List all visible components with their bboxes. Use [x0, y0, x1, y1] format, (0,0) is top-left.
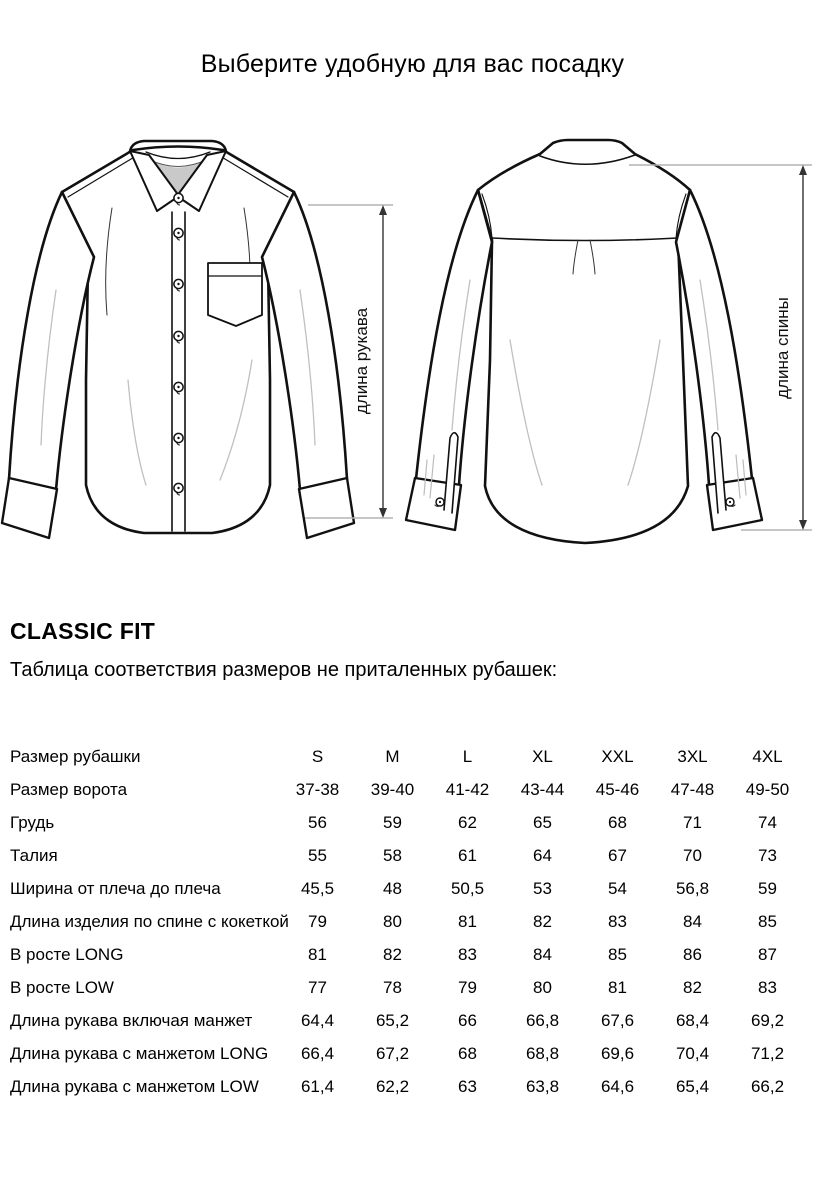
cell-value: 82 [383, 944, 402, 964]
row-label: Талия [10, 845, 58, 865]
shirt-back-illustration [406, 140, 762, 543]
row-label: Длина рукава с манжетом LOW [10, 1076, 259, 1096]
sleeve-length-label: длина рукава [352, 307, 371, 415]
cell-value: XL [532, 746, 553, 766]
back-length-label: длина спины [773, 297, 792, 399]
shirt-front-illustration [2, 141, 354, 538]
size-table [10, 740, 810, 1103]
cell-value: 71 [683, 812, 702, 832]
arrow-up-icon [379, 205, 387, 215]
cell-value: 58 [383, 845, 402, 865]
front-cuff-right [299, 478, 354, 538]
cell-value: 39-40 [370, 779, 415, 799]
cell-value: 70,4 [675, 1043, 710, 1063]
row-label: Длина рукава с манжетом LONG [10, 1043, 269, 1063]
cell-value: 49-50 [745, 779, 790, 799]
cell-value: 69,6 [600, 1043, 635, 1063]
cell-value: 74 [758, 812, 777, 832]
cell-value: 70 [683, 845, 702, 865]
cell-value: 77 [308, 977, 327, 997]
cell-value: 84 [683, 911, 702, 931]
cell-value: 66,8 [525, 1010, 560, 1030]
table-row [10, 872, 810, 905]
row-label: Размер рубашки [10, 746, 141, 766]
table-row [10, 773, 810, 806]
cell-value: 59 [758, 878, 777, 898]
row-label: Грудь [10, 812, 55, 832]
table-row [10, 905, 810, 938]
front-cuff-left [2, 478, 57, 538]
cell-value: 47-48 [670, 779, 715, 799]
cell-value: 66,2 [750, 1076, 785, 1096]
cell-value: 81 [608, 977, 627, 997]
cell-value: 37-38 [295, 779, 340, 799]
front-sleeve-right [262, 192, 347, 490]
arrow-down-icon [799, 520, 807, 530]
cell-value: 59 [383, 812, 402, 832]
cell-value: 81 [458, 911, 477, 931]
cell-value: 82 [533, 911, 552, 931]
arrow-down-icon [379, 508, 387, 518]
table-row [10, 1070, 810, 1103]
row-label: Размер ворота [10, 779, 128, 799]
cell-value: 61 [458, 845, 477, 865]
cell-value: XXL [601, 746, 634, 766]
cell-value: 55 [308, 845, 327, 865]
cell-value: 56 [308, 812, 327, 832]
table-row [10, 806, 810, 839]
cell-value: 85 [608, 944, 627, 964]
table-row [10, 839, 810, 872]
row-label: В росте LONG [10, 944, 124, 964]
cell-value: 81 [308, 944, 327, 964]
cell-value: 63 [458, 1076, 477, 1096]
cell-value: 63,8 [525, 1076, 560, 1096]
row-label: Длина рукава включая манжет [10, 1010, 253, 1030]
row-label: Длина изделия по спине с кокеткой [10, 911, 289, 931]
cell-value: M [385, 746, 400, 766]
cell-value: 87 [758, 944, 777, 964]
cell-value: 79 [458, 977, 477, 997]
cell-value: 62 [458, 812, 477, 832]
cell-value: 80 [383, 911, 402, 931]
table-row [10, 740, 810, 773]
cell-value: 66,4 [300, 1043, 335, 1063]
cell-value: 4XL [752, 746, 783, 766]
cell-value: 41-42 [445, 779, 490, 799]
table-subtitle: Таблица соответствия размеров не приталенных рубашек: [10, 659, 558, 681]
table-row [10, 938, 810, 971]
cell-value: 45-46 [595, 779, 640, 799]
cell-value: 67,6 [600, 1010, 635, 1030]
cell-value: 64,4 [300, 1010, 335, 1030]
cell-value: 56,8 [675, 878, 710, 898]
cell-value: 84 [533, 944, 552, 964]
cell-value: 69,2 [750, 1010, 785, 1030]
cell-value: 53 [533, 878, 552, 898]
cell-value: 65,4 [675, 1076, 710, 1096]
cell-value: 66 [458, 1010, 477, 1030]
front-sleeve-left [9, 192, 94, 490]
cell-value: 48 [383, 878, 402, 898]
cell-value: 61,4 [300, 1076, 335, 1096]
cell-value: L [462, 746, 473, 766]
cell-value: 68,4 [675, 1010, 710, 1030]
cell-value: 73 [758, 845, 777, 865]
cell-value: 64,6 [600, 1076, 635, 1096]
cell-value: 67 [608, 845, 627, 865]
cell-value: 65 [533, 812, 552, 832]
front-pocket [208, 263, 262, 326]
cell-value: 83 [758, 977, 777, 997]
cell-value: 68,8 [525, 1043, 560, 1063]
cell-value: 78 [383, 977, 402, 997]
row-label: В росте LOW [10, 977, 114, 997]
arrow-up-icon [799, 165, 807, 175]
fit-heading: CLASSIC FIT [10, 618, 156, 644]
table-row [10, 1004, 810, 1037]
page-title: Выберите удобную для вас посадку [200, 50, 625, 78]
cell-value: 82 [683, 977, 702, 997]
shirt-diagrams [0, 130, 825, 600]
cell-value: S [311, 746, 324, 766]
cell-value: 3XL [677, 746, 708, 766]
cell-value: 71,2 [750, 1043, 785, 1063]
cell-value: 43-44 [520, 779, 565, 799]
cell-value: 85 [758, 911, 777, 931]
cell-value: 80 [533, 977, 552, 997]
cell-value: 68 [458, 1043, 477, 1063]
row-label: Ширина от плеча до плеча [10, 878, 221, 898]
cell-value: 83 [458, 944, 477, 964]
cell-value: 79 [308, 911, 327, 931]
cell-value: 86 [683, 944, 702, 964]
cell-value: 83 [608, 911, 627, 931]
table-row [10, 1037, 810, 1070]
cell-value: 62,2 [375, 1076, 410, 1096]
cell-value: 64 [533, 845, 552, 865]
cell-value: 67,2 [375, 1043, 410, 1063]
cell-value: 68 [608, 812, 627, 832]
cell-value: 50,5 [450, 878, 485, 898]
cell-value: 65,2 [375, 1010, 410, 1030]
cell-value: 54 [608, 878, 627, 898]
cell-value: 45,5 [300, 878, 335, 898]
table-row [10, 971, 810, 1004]
